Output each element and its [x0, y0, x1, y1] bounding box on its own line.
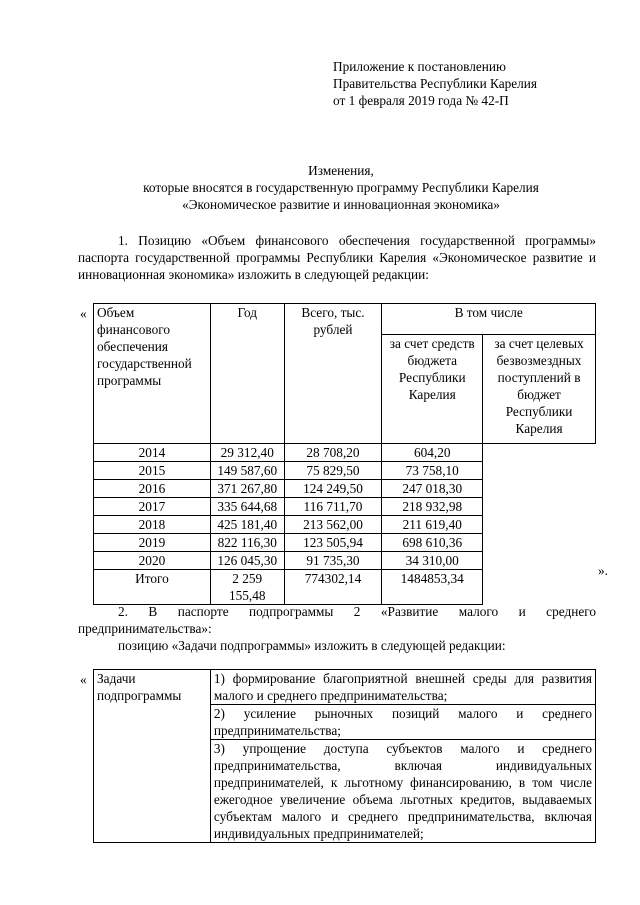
cell-total: 371 267,80 [210, 480, 284, 498]
cell-grants: 698 610,36 [382, 534, 483, 552]
cell-grants: 73 758,10 [382, 462, 483, 480]
cell-grants: 34 310,00 [382, 552, 483, 570]
task-item-2: 2) усиление рыночных позиций малого и среднего предпринимательства; [210, 705, 595, 740]
table-row [94, 480, 596, 498]
cell-budget: 124 249,50 [284, 480, 382, 498]
col-budget-header: за счет средств бюджета Республики Карелия [382, 335, 483, 444]
document-header [333, 58, 613, 109]
section-2-subtext: позицию «Задачи подпрограммы» изложить в следующей редакции: [118, 638, 506, 653]
title-line-3: «Экономическое развитие и инновационная экономика» [182, 197, 500, 212]
col-grants-header: за счет целевых безвозмездных поступлений в бюджет Республики Карелия [483, 335, 596, 444]
table-row [94, 534, 596, 552]
table1-close-quote: ». [598, 563, 608, 578]
row-label-cell: Объем финансового обеспечения государственной программы [94, 304, 211, 444]
task-item-3: 3) упрощение доступа субъектов малого и среднего предпринимательства, включая индивидуальных предпринимателей, к льготному финансированию, в том числе ежегодное увеличение объема льготных кредитов, выдаваемых субъектам малого и среднего предпринимательства, включая индивидуальных предпринимателей; [210, 740, 595, 843]
tasks-label-cell: Задачи подпрограммы [94, 670, 211, 843]
table-row [94, 462, 596, 480]
cell-year: 2017 [94, 498, 211, 516]
title-line-1: Изменения, [308, 163, 374, 178]
col-including-header: В том числе [382, 304, 596, 335]
cell-budget: 28 708,20 [284, 444, 382, 462]
table-row [94, 570, 596, 605]
header-line-1: Приложение к постановлению [333, 59, 506, 74]
table-row [94, 516, 596, 534]
header-line-2: Правительства Республики Карелия [333, 76, 538, 91]
table-row [94, 552, 596, 570]
cell-year: Итого [94, 570, 211, 605]
cell-year: 2020 [94, 552, 211, 570]
tasks-table [93, 669, 596, 843]
cell-total: 149 587,60 [210, 462, 284, 480]
cell-budget: 75 829,50 [284, 462, 382, 480]
cell-year: 2014 [94, 444, 211, 462]
cell-budget: 91 735,30 [284, 552, 382, 570]
cell-budget: 213 562,00 [284, 516, 382, 534]
table-row [94, 498, 596, 516]
cell-year: 2019 [94, 534, 211, 552]
cell-total: 335 644,68 [210, 498, 284, 516]
cell-budget: 774302,14 [284, 570, 382, 605]
task-item-1: 1) формирование благоприятной внешней среды для развития малого и среднего предпринимательства; [210, 670, 595, 705]
cell-grants: 211 619,40 [382, 516, 483, 534]
header-line-3: от 1 февраля 2019 года № 42-П [333, 93, 509, 108]
cell-year: 2018 [94, 516, 211, 534]
section-1-text: 1. Позицию «Объем финансового обеспечения государственной программы» паспорта государственной программы Республики Карелия «Экономическое развитие и инновационная экономика» изложить в следующей редакции: [78, 233, 596, 282]
table2-open-quote: « [80, 672, 87, 687]
cell-budget: 116 711,70 [284, 498, 382, 516]
cell-grants: 218 932,98 [382, 498, 483, 516]
cell-total: 126 045,30 [210, 552, 284, 570]
cell-total: 2 259 155,48 [210, 570, 284, 605]
cell-total: 822 116,30 [210, 534, 284, 552]
cell-year: 2016 [94, 480, 211, 498]
col-year-header: Год [210, 304, 284, 444]
cell-grants: 1484853,34 [382, 570, 483, 605]
cell-total: 425 181,40 [210, 516, 284, 534]
cell-year: 2015 [94, 462, 211, 480]
cell-grants: 247 018,30 [382, 480, 483, 498]
cell-total: 29 312,40 [210, 444, 284, 462]
cell-grants: 604,20 [382, 444, 483, 462]
title-line-2: которые вносятся в государственную программу Республики Карелия [143, 180, 539, 195]
col-total-header: Всего, тыс. рублей [284, 304, 382, 444]
table1-open-quote: « [80, 306, 87, 321]
cell-budget: 123 505,94 [284, 534, 382, 552]
document-title [80, 162, 602, 213]
table-row [94, 444, 596, 462]
financing-table [93, 303, 596, 605]
section-2-text: 2. В паспорте подпрограммы 2 «Развитие малого и среднего предпринимательства»: [78, 604, 596, 636]
